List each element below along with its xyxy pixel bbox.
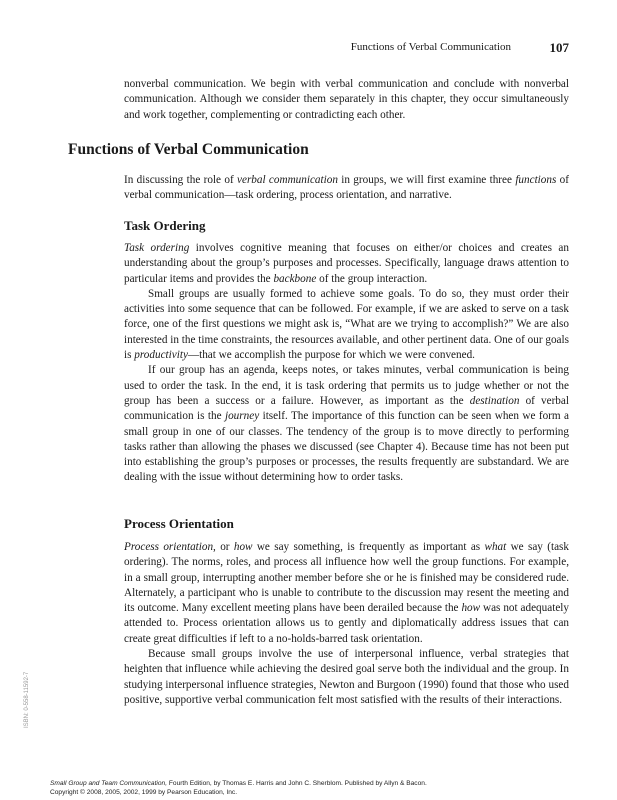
intro-block	[124, 77, 569, 123]
footer-line-1: Small Group and Team Communication, Fourth Edition, by Thomas E. Harris and John C. Sherblom. Published by Allyn & Bacon.	[50, 780, 427, 787]
page-number: 107	[549, 40, 569, 55]
task-ordering-paragraph-3: If our group has an agenda, keeps notes, or takes minutes, verbal communication is being used to order the task. In the end, it is task ordering that permits us to judge whether or not the group has been a success or a failure. However, as important as the destination of verbal communication is the journey itself. The importance of this function can be seen when we form a small group in one of our classes. The tendency of the group is to move directly to performing tasks rather than allowing the phases we discussed (see Chapter 4). Because time has not been put into establishing the group’s purposes or processes, the results frequently are substandard. We are dealing with the issue without determining how to order tasks.	[124, 364, 569, 484]
running-header	[0, 40, 617, 56]
section-intro	[124, 173, 569, 204]
task-ordering-heading: Task Ordering	[124, 218, 206, 233]
task-ordering-section	[124, 218, 569, 486]
intro-paragraph: nonverbal communication. We begin with verbal communication and conclude with nonverbal communication. Although we consider them separately in this chapter, they occur simultaneously and work together, complementing or contradicting each other.	[124, 78, 569, 121]
footer-line-2: Copyright © 2008, 2005, 2002, 1999 by Pearson Education, Inc.	[50, 788, 238, 796]
section-title: Functions of Verbal Communication	[68, 141, 309, 158]
task-ordering-paragraph-2: Small groups are usually formed to achieve some goals. To do so, they must order their activities into some sequence that can be followed. For example, if we are asked to serve on a task force, one of the first questions we might ask is, “What are we trying to accomplish?” We are also interested in the time constraints, the resources available, and other pertinent data. One of our goals is productivity—that we accomplish the purpose for which we were convened.	[124, 287, 569, 362]
process-orientation-section	[124, 516, 569, 708]
running-title: Functions of Verbal Communication	[350, 41, 511, 53]
isbn-side-note: ISBN: 0-558-11592-7	[24, 671, 30, 728]
task-ordering-paragraph-1: Task ordering involves cognitive meaning that focuses on either/or choices and creates an understanding about the group’s purposes and processes. Specifically, language draws attention to particular items and provides the backbone of the group interaction.	[124, 242, 569, 285]
process-orientation-paragraph-1: Process orientation, or how we say something, is frequently as important as what we say (task ordering). The norms, roles, and process all influence how well the group functions. For example, in a small group, interrupting another member before she or he is finished may be considered rude. Alternately, a participant who is unable to contribute to the discussion may resent the meeting and its outcome. Many excellent meeting plans have been derailed because the how was not adequately attended to. Process orientation allows us to gently and diplomatically address issues that can create great difficulties if left to a no-holds-barred task orientation.	[124, 541, 569, 645]
process-orientation-paragraph-2: Because small groups involve the use of interpersonal influence, verbal strategies that heighten that influence while achieving the desired goal serve both the individual and the group. In studying interpersonal influence strategies, Newton and Burgoon (1990) found that those who used positive, supportive verbal communication felt most satisfied with the results of their interactions.	[124, 648, 569, 706]
process-orientation-heading: Process Orientation	[124, 516, 234, 531]
copyright-footer	[50, 780, 610, 797]
section-intro-paragraph: In discussing the role of verbal communication in groups, we will first examine three functions of verbal communication—task ordering, process orientation, and narrative.	[124, 174, 570, 202]
